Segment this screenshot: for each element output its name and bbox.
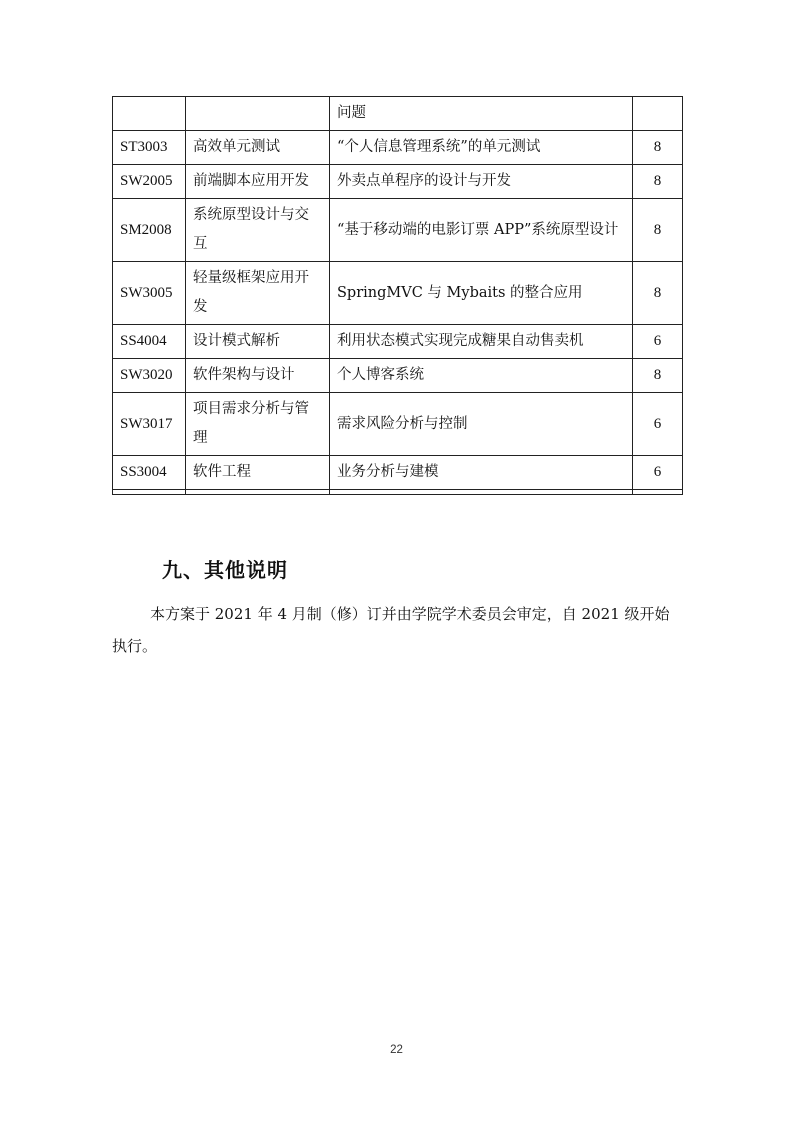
credit: 6 xyxy=(633,456,683,490)
course-code xyxy=(113,490,186,495)
table-row xyxy=(113,325,683,359)
table-row xyxy=(113,131,683,165)
credit xyxy=(633,97,683,131)
credit: 8 xyxy=(633,359,683,393)
course-code xyxy=(113,97,186,131)
project-name xyxy=(330,490,633,495)
credit: 6 xyxy=(633,325,683,359)
course-code: ST3003 xyxy=(113,131,186,165)
course-name: 项目需求分析与管理 xyxy=(186,393,330,456)
course-code: SS4004 xyxy=(113,325,186,359)
project-name: “基于移动端的电影订票 APP”系统原型设计 xyxy=(330,199,633,262)
project-name: 需求风险分析与控制 xyxy=(330,393,633,456)
course-code: SS3004 xyxy=(113,456,186,490)
course-name: 前端脚本应用开发 xyxy=(186,165,330,199)
credit: 8 xyxy=(633,165,683,199)
course-table xyxy=(112,96,683,495)
credit xyxy=(633,490,683,495)
course-name: 系统原型设计与交互 xyxy=(186,199,330,262)
credit: 8 xyxy=(633,199,683,262)
table-row xyxy=(113,359,683,393)
project-name: 个人博客系统 xyxy=(330,359,633,393)
course-code: SW2005 xyxy=(113,165,186,199)
table-row xyxy=(113,199,683,262)
section-paragraph: 本方案于 2021 年 4 月制（修）订并由学院学术委员会审定，自 2021 级开始执行。 xyxy=(112,605,670,655)
project-name: 问题 xyxy=(330,97,633,131)
project-name: “个人信息管理系统”的单元测试 xyxy=(330,131,633,165)
course-code: SW3020 xyxy=(113,359,186,393)
course-name xyxy=(186,490,330,495)
section-title: 九、其他说明 xyxy=(162,558,288,582)
course-name: 设计模式解析 xyxy=(186,325,330,359)
project-name: 外卖点单程序的设计与开发 xyxy=(330,165,633,199)
project-name: 业务分析与建模 xyxy=(330,456,633,490)
table-row xyxy=(113,456,683,490)
table-row xyxy=(113,165,683,199)
credit: 6 xyxy=(633,393,683,456)
credit: 8 xyxy=(633,262,683,325)
credit: 8 xyxy=(633,131,683,165)
course-code: SW3017 xyxy=(113,393,186,456)
course-name: 软件架构与设计 xyxy=(186,359,330,393)
page-number: 22 xyxy=(390,1044,403,1056)
table-row xyxy=(113,97,683,131)
course-name xyxy=(186,97,330,131)
table-row xyxy=(113,393,683,456)
course-name: 高效单元测试 xyxy=(186,131,330,165)
project-name: SpringMVC 与 Mybaits 的整合应用 xyxy=(330,262,633,325)
table-row xyxy=(113,490,683,495)
course-name: 轻量级框架应用开发 xyxy=(186,262,330,325)
course-code: SM2008 xyxy=(113,199,186,262)
course-code: SW3005 xyxy=(113,262,186,325)
course-name: 软件工程 xyxy=(186,456,330,490)
table-row xyxy=(113,262,683,325)
project-name: 利用状态模式实现完成糖果自动售卖机 xyxy=(330,325,633,359)
